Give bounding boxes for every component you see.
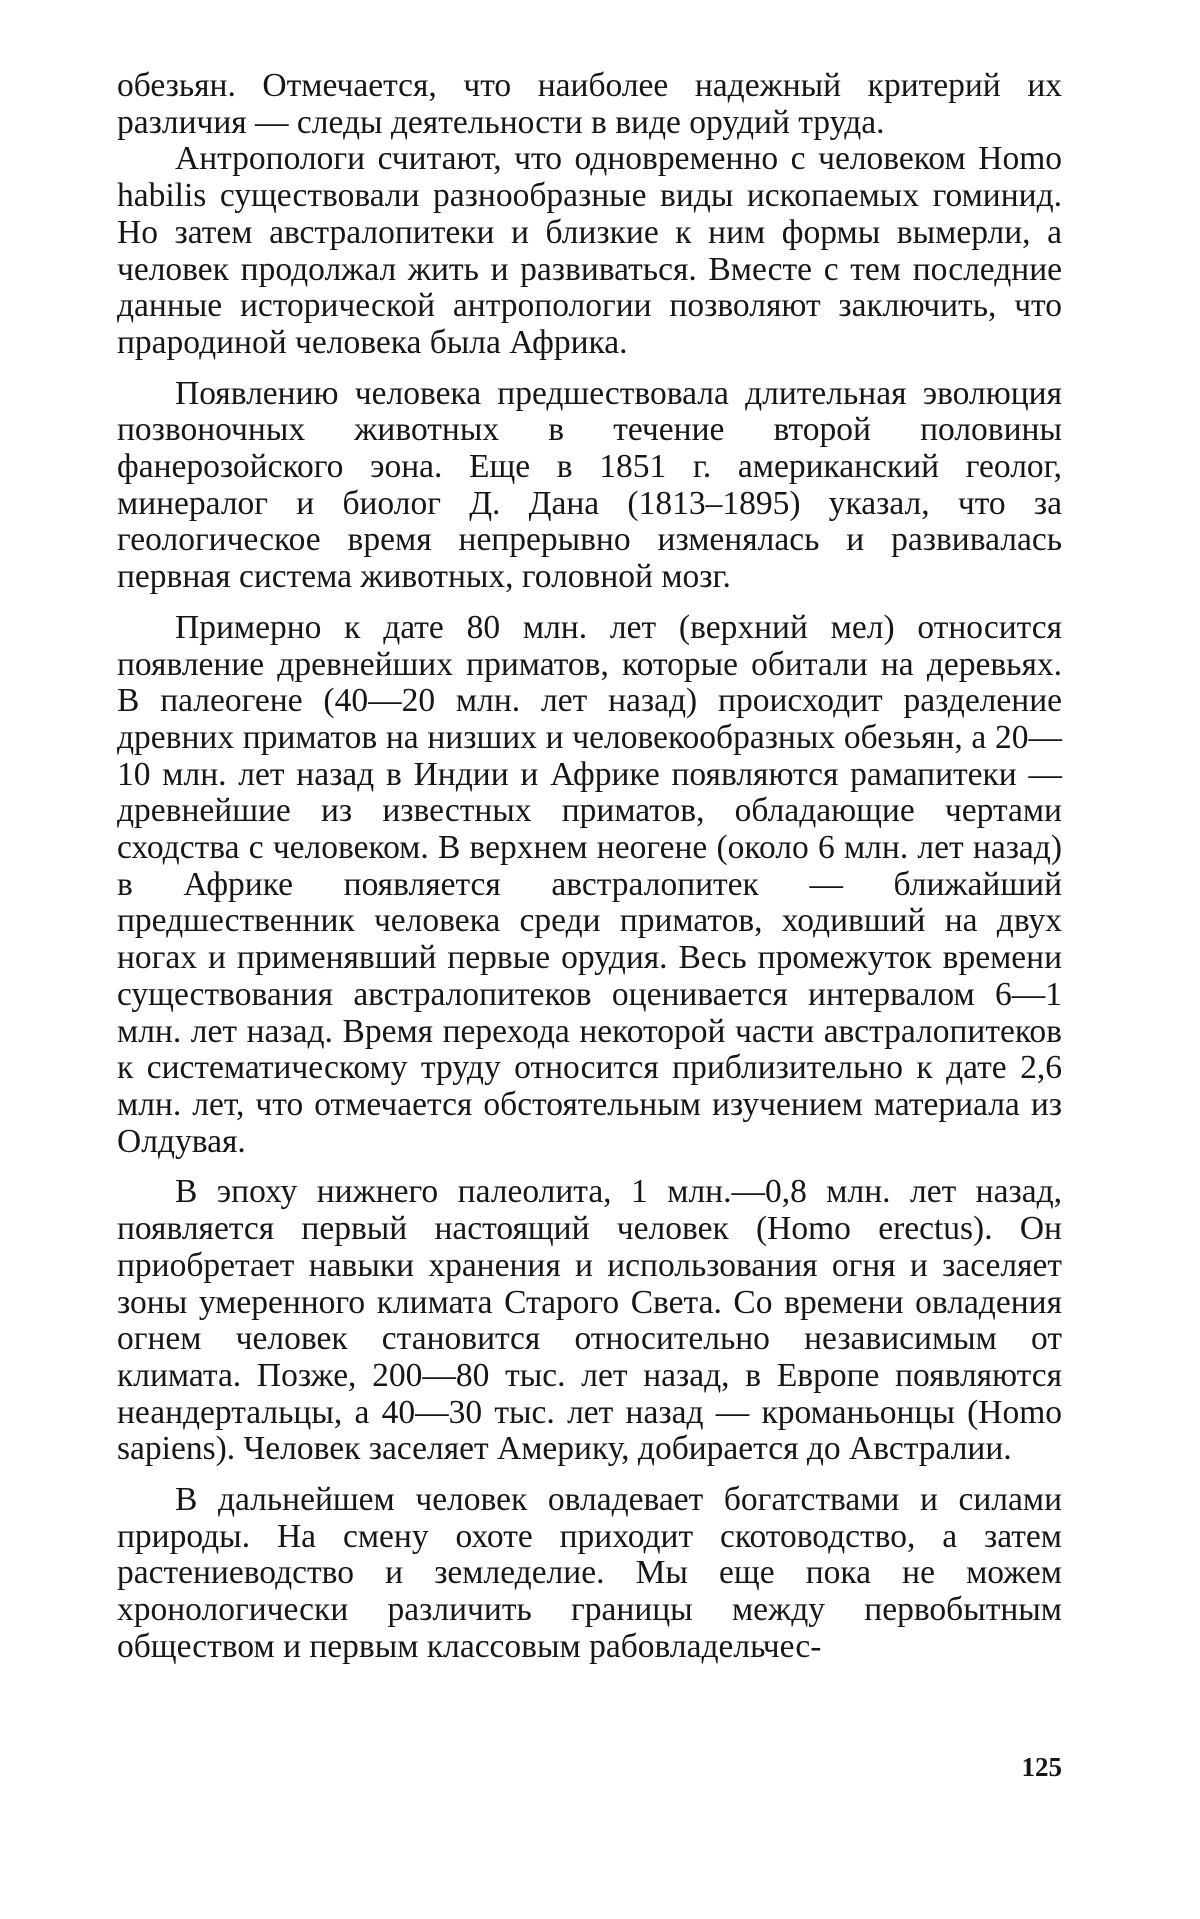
body-text bbox=[117, 68, 1062, 1666]
paragraph-primates: Примерно к дате 80 млн. лет (верхний мел) относится появление древнейших приматов, которые обитали на деревьях. В палеогене (40—20 млн. лет назад) происходит разделение древних приматов на низших и человекообразных обезьян, а 20—10 млн. лет назад в Индии и Африке появляются рамапитеки — древнейшие из известных приматов, обладающие чертами сходства с человеком. В верхнем неогене (около 6 млн. лет назад) в Африке появляется австралопитек — ближайший предшественник человека среди приматов, ходивший на двух ногах и применявший первые орудия. Весь промежуток времени существования австралопитеков оценивается интервалом 6—1 млн. лет назад. Время перехода некоторой части австралопитеков к систематическому труду относится приблизительно к дате 2,6 млн. лет, что отмечается обстоятельным изучением материала из Олдувая. bbox=[117, 608, 1062, 1160]
paragraph-further-development: В дальнейшем человек овладевает богатствами и силами природы. На смену охоте приходит скотоводство, а затем растениеводство и земледелие. Мы еще пока не можем хронологически различить границы между первобытным обществом и первым классовым рабовладельчес- bbox=[117, 1481, 1062, 1665]
page-number: 125 bbox=[1021, 1752, 1062, 1782]
paragraph-continuation: обезьян. Отмечается, что наиболее надежный критерий их различия — следы деятельности в виде орудий труда. bbox=[117, 67, 1062, 141]
paragraph-anthropologists: Антропологи считают, что одновременно с человеком Homo habilis существовали разнообразные виды ископаемых гоминид. Но затем австралопитеки и близкие к ним формы вымерли, а человек продолжал жить и развиваться. Вместе с тем последние данные исторической антропологии позволяют заключить, что прародиной человека была Африка. bbox=[117, 140, 1062, 361]
paragraph-paleolithic: В эпоху нижнего палеолита, 1 млн.—0,8 млн. лет назад, появляется первый настоящий человек (Homo erectus). Он приобретает навыки хранения и использования огня и заселяет зоны умеренного климата Старого Света. Со времени овладения огнем человек становится относительно независимым от климата. Позже, 200—80 тыс. лет назад, в Европе появляются неандертальцы, а 40—30 тыс. лет назад — кроманьонцы (Homo sapiens). Человек заселяет Америку, добирается до Австралии. bbox=[117, 1173, 1062, 1468]
paragraph-evolution: Появлению человека предшествовала длительная эволюция позвоночных животных в течение второй половины фанерозойского эона. Еще в 1851 г. американский геолог, минералог и биолог Д. Дана (1813–1895) указал, что за геологическое время непрерывно изменялась и развивалась первная система животных, головной мозг. bbox=[117, 374, 1062, 596]
